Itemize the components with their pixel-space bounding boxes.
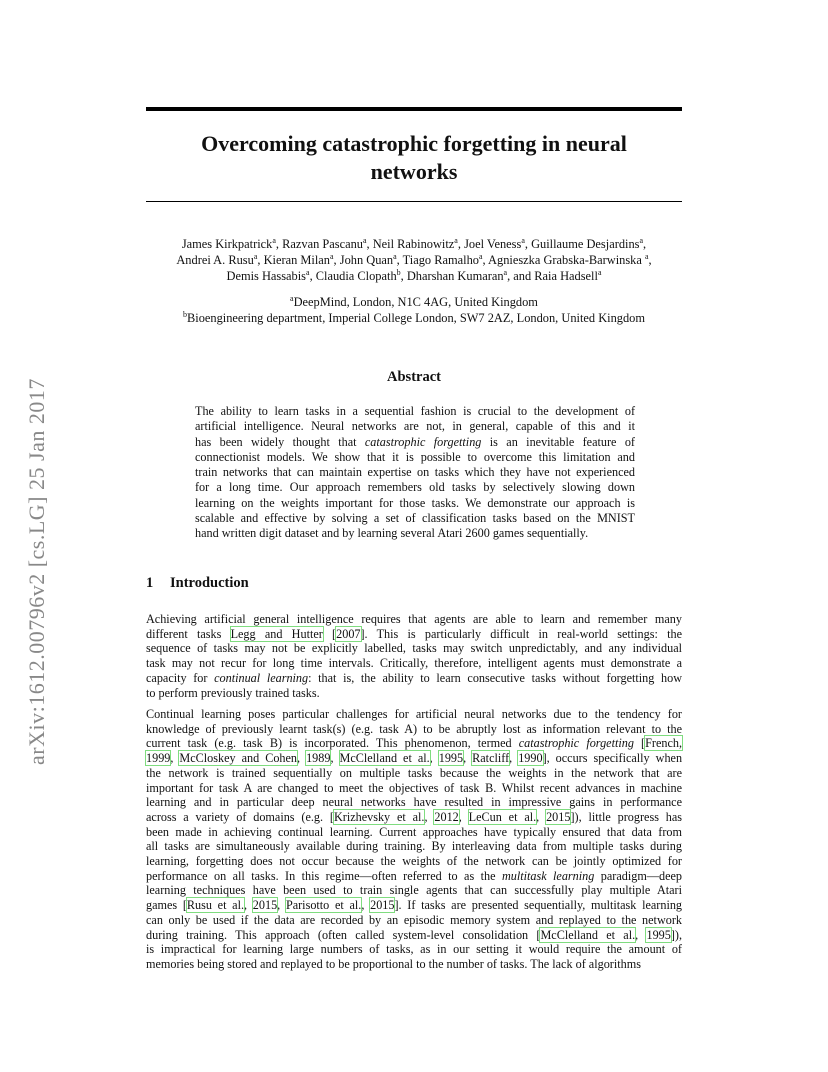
author-affiliation-marker: a <box>272 235 276 245</box>
author-affiliation-marker: a <box>639 235 644 245</box>
citation-link[interactable]: 2015 <box>370 898 395 913</box>
text-line: memories being stored and replayed to be proportional to the number of tasks. The lack of algorithms <box>146 956 641 971</box>
author-name: James Kirkpatrick <box>181 237 273 251</box>
author-name: Kieran Milan <box>263 253 330 267</box>
citation-link[interactable]: 2015 <box>252 898 278 913</box>
text-line: Continual learning poses particular challenges for artificial neural networks due to the tendency for <box>146 707 682 721</box>
author-name: Claudia Clopath <box>315 269 397 283</box>
section-number: 1 <box>146 575 154 591</box>
text-line: scalable and effective by solving a set of classification tasks based on the MNIST <box>195 511 635 526</box>
author-affiliation-marker: a <box>478 251 483 261</box>
author-line-2: Andrei A. Rusu$^a$, Kieran Milan$^a$, John Quan$^a$, Tiago Ramalho$^a$, Agnieszka Grabska-Barwinska $^a$, <box>176 251 652 267</box>
text-line: to perform previously trained tasks. <box>146 685 320 700</box>
text-line: is impractical for learning large numbers of tasks, as in our setting it would require the amount of <box>146 942 682 957</box>
author-name: Razvan Pascanu <box>282 237 363 251</box>
paper-title-line-2: networks <box>370 159 458 184</box>
text-line: Achieving artificial general intelligence requires that agents are able to learn and remember many <box>146 612 682 626</box>
text-line: capacity for continual learning: that is, the ability to learn consecutive tasks without forgetting how <box>146 670 682 685</box>
intro-paragraph-2 <box>146 707 682 972</box>
abstract-body <box>195 404 635 542</box>
text-line: train networks that can maintain expertise on tasks which they have not experienced <box>195 465 635 480</box>
affiliation-a <box>146 294 682 310</box>
emphasis: continual learning <box>214 670 309 685</box>
citation-link[interactable]: 1989 <box>306 751 331 766</box>
text-line: The ability to learn tasks in a sequential fashion is crucial to the development of <box>195 404 635 418</box>
author-name: Dharshan Kumaran <box>406 269 504 283</box>
affiliation-b <box>146 310 682 326</box>
author-affiliation-marker: a <box>329 251 334 261</box>
text-line: across a variety of domains (e.g. [Krizhevsky et al., 2012, LeCun et al., 2015]), little progress has <box>146 809 683 824</box>
text-line: during training. This approach (often called system-level consolidation [McClelland et al., 1995]), <box>146 927 683 942</box>
text-line: connectionist models. We show that it is possible to overcome this limitation and <box>195 449 635 464</box>
title-top-rule <box>146 107 682 111</box>
text-line: learning on the weights important for those tasks. We demonstrate our approach is <box>195 495 635 510</box>
citation-link[interactable]: French, <box>645 736 683 751</box>
author-line-1: James Kirkpatrick$^a$, Razvan Pascanu$^a$, Neil Rabinowitz$^a$, Joel Veness$^a$, Guillaume Desjardins$^a$, <box>181 235 647 251</box>
affiliation-b-marker: b <box>182 309 187 319</box>
author-affiliation-marker: a <box>503 267 508 277</box>
emphasis: catastrophic forgetting <box>518 736 634 751</box>
citation-link[interactable]: 1990 <box>518 751 543 766</box>
author-affiliation-marker: a <box>362 235 367 245</box>
author-line-3: Demis Hassabis$^a$, Claudia Clopath$^b$, Dharshan Kumaran$^a$, and Raia Hadsell$^a$ <box>226 267 602 283</box>
text-line: can only be used if the data are recorded by an episodic memory system and replayed to the network <box>146 912 682 927</box>
arxiv-sidebar <box>22 295 52 765</box>
citation-link[interactable]: Parisotto et al. <box>285 898 362 913</box>
author-name: Neil Rabinowitz <box>372 237 455 251</box>
author-name: Agnieszka Grabska-Barwinska <box>488 253 645 267</box>
text-line: performance on all tasks. In this regime—often referred to as the multitask learning paradigm—deep <box>146 868 683 883</box>
text-line: artificial intelligence. Neural networks are not, in general, capable of this and it <box>195 419 635 434</box>
affiliation-a-marker: a <box>290 293 294 303</box>
author-affiliation-marker: a <box>521 235 525 245</box>
citation-link[interactable]: 2012 <box>434 809 459 824</box>
text-line: the network is trained sequentially on multiple tasks because the weights in the network that are <box>146 765 682 780</box>
title-bottom-rule <box>146 201 682 202</box>
citation-link[interactable]: McClelland et al. <box>339 751 430 766</box>
author-name: Tiago Ramalho <box>402 253 479 267</box>
arxiv-identifier: arXiv:1612.00796v2 [cs.LG] 25 Jan 2017 <box>24 378 49 765</box>
author-affiliation-marker: a <box>393 251 397 261</box>
author-affiliation-marker: a <box>253 251 258 261</box>
author-name: Demis Hassabis <box>226 269 306 283</box>
citation-link[interactable]: Ratcliff <box>472 751 510 766</box>
citation-link[interactable]: Legg and Hutter <box>230 626 323 641</box>
text-line: sequence of tasks may not be explicitly labelled, tasks may switch unpredictably, and any individual <box>146 641 682 656</box>
text-line: important for task A are changed to meet the objectives of task B. Whilst recent advances in machine <box>146 780 682 795</box>
paper-title <box>146 130 682 186</box>
citation-link[interactable]: 2015 <box>546 809 571 824</box>
emphasis: multitask learning <box>501 868 595 883</box>
author-name: Raia Hadsell <box>534 269 598 283</box>
author-name: John Quan <box>339 253 394 267</box>
text-line: learning techniques have been used to train single agents that can successfully play multiple Atari <box>146 883 682 898</box>
affiliation-a-text: DeepMind, London, N1C 4AG, United Kingdom <box>293 295 538 309</box>
section-title: Introduction <box>170 575 249 591</box>
text-line: all tasks are simultaneously available during training. By interleaving data from multiple tasks during <box>146 839 682 854</box>
text-line: games [Rusu et al., 2015, Parisotto et al., 2015]. If tasks are presented sequentially, multitask learning <box>146 898 683 913</box>
text-line: task may not recur for long time intervals. Critically, therefore, intelligent agents must demonstrate a <box>146 656 682 671</box>
citation-link[interactable]: McClelland et al. <box>540 927 636 942</box>
citation-link[interactable]: Rusu et al. <box>186 898 245 913</box>
abstract-heading: Abstract <box>387 369 441 385</box>
author-name: Guillaume Desjardins <box>531 237 640 251</box>
text-line: for a long time. Our approach remembers old tasks by selectively slowing down <box>195 480 635 495</box>
author-list <box>146 236 682 284</box>
author-name: Joel Veness <box>464 237 522 251</box>
citation-link[interactable]: 1995 <box>646 927 671 942</box>
text-line: 1999, McCloskey and Cohen, 1989, McClelland et al., 1995, Ratcliff, 1990], occurs specifically when <box>146 751 683 766</box>
citation-link[interactable]: LeCun et al. <box>468 809 537 824</box>
citation-link[interactable]: 2007 <box>336 626 361 641</box>
author-affiliation-marker: a <box>597 267 602 277</box>
author-affiliation-marker: a <box>454 235 458 245</box>
affiliations <box>146 294 682 326</box>
text-line: been made in achieving continual learning. Current approaches have typically ensured that data from <box>146 824 682 839</box>
emphasis: catastrophic forgetting <box>364 434 482 449</box>
author-affiliation-marker: a <box>306 267 310 277</box>
paper-title-line-1: Overcoming catastrophic forgetting in neural <box>201 131 627 156</box>
section-heading-introduction <box>146 575 249 592</box>
intro-paragraph-1 <box>146 612 682 700</box>
text-line: different tasks Legg and Hutter [2007]. This is particularly difficult in real-world settings: the <box>146 626 682 641</box>
citation-link[interactable]: 1995 <box>438 751 464 766</box>
author-affiliation-marker: a <box>644 251 649 261</box>
author-name: Andrei A. Rusu <box>176 253 254 267</box>
text-line: knowledge of previously learnt task(s) (e.g. task A) to be abruptly lost as information relevant to the <box>146 721 682 736</box>
author-affiliation-marker: b <box>396 267 401 277</box>
text-line: learning, forgetting does not occur because the weights of the network can be jointly optimized for <box>146 854 682 869</box>
citation-link[interactable]: McCloskey and Cohen <box>179 751 298 766</box>
citation-link[interactable]: 1999 <box>146 751 171 766</box>
text-line: current task (e.g. task B) is incorporated. This phenomenon, termed catastrophic forgetting [French, <box>146 736 683 751</box>
text-line: hand written digit dataset and by learning several Atari 2600 games sequentially. <box>195 526 589 541</box>
text-line: learning and in particular deep neural networks have resulted in impressive gains in performance <box>146 795 682 810</box>
citation-link[interactable]: Krizhevsky et al. <box>333 809 425 824</box>
affiliation-b-text: Bioengineering department, Imperial College London, SW7 2AZ, London, United Kingdom <box>186 311 646 325</box>
text-line: has been widely thought that catastrophic forgetting is an inevitable feature of <box>195 434 635 449</box>
